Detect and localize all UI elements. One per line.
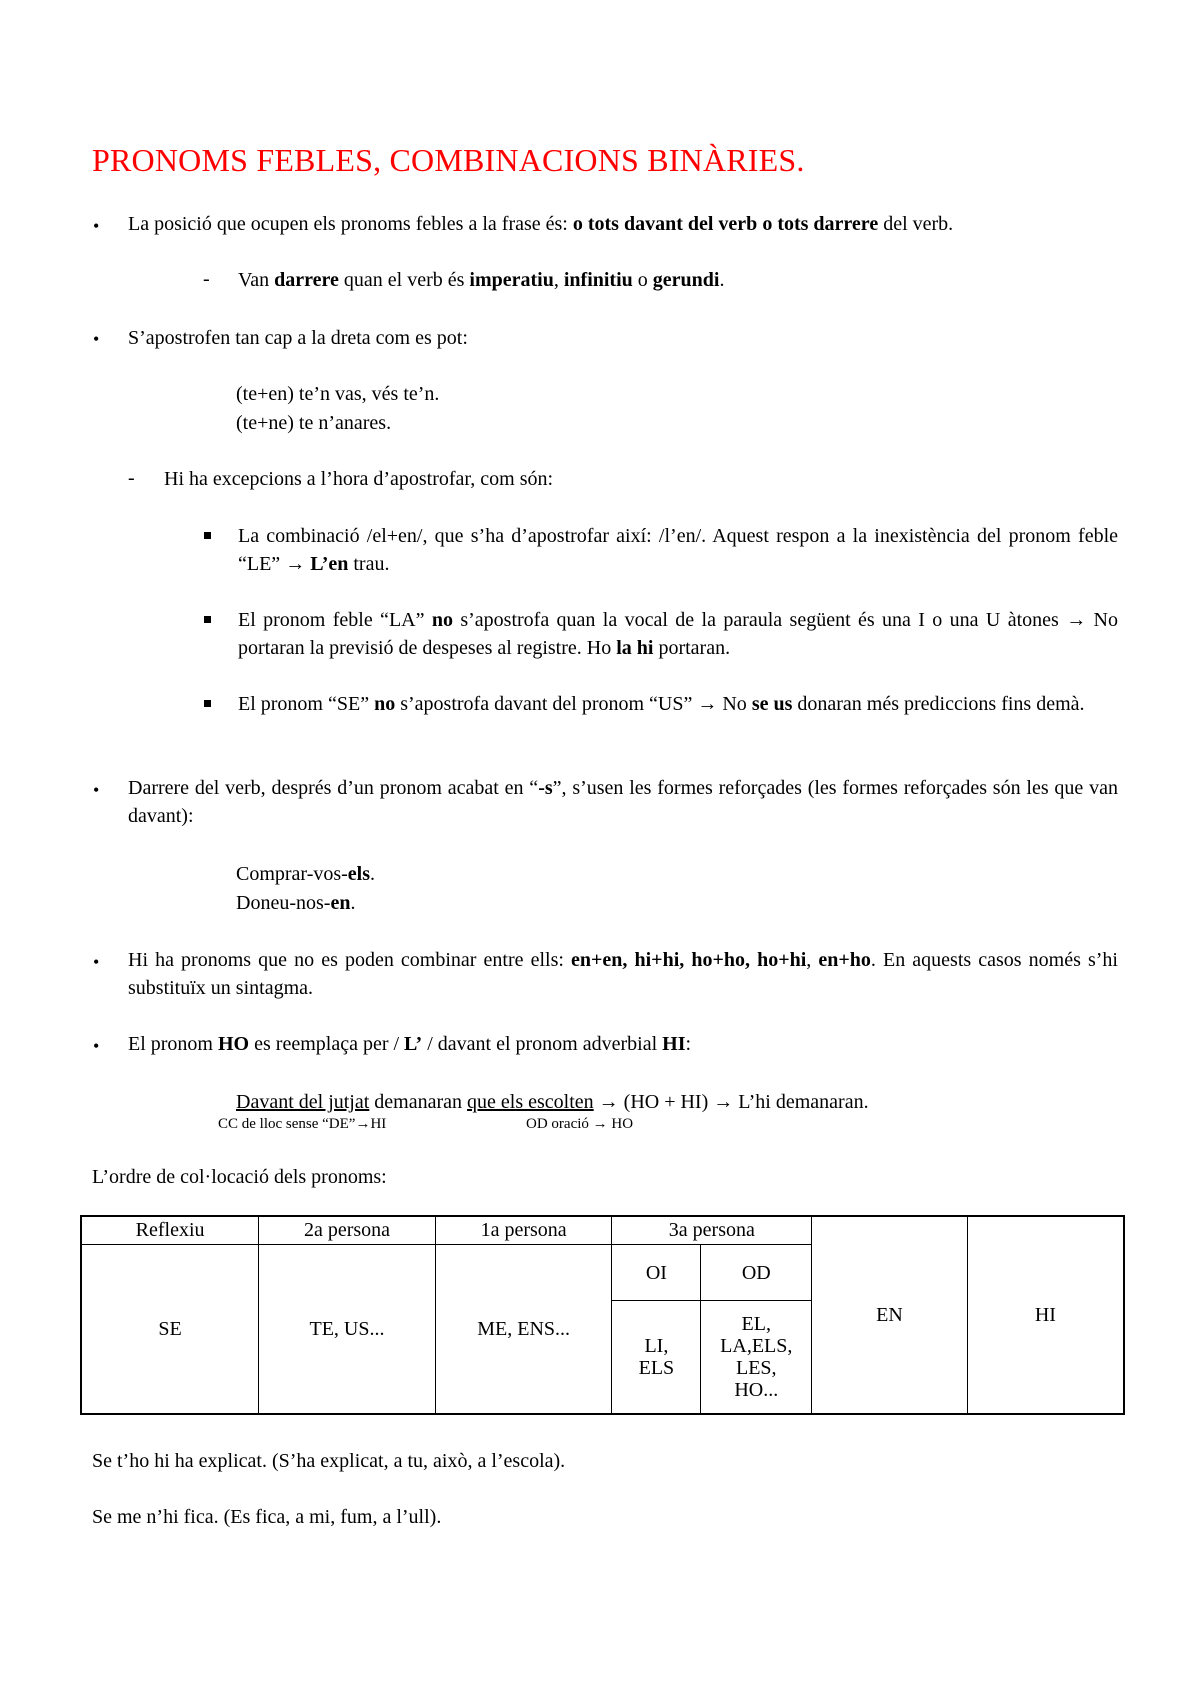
- table-header-2a-persona: 2a persona: [259, 1216, 436, 1244]
- bullet-icon: •: [93, 1036, 100, 1056]
- bullet-ho-text: El pronom HO es reemplaça per / L’ / davant el pronom adverbial HI:: [128, 1033, 692, 1055]
- example-line: Doneu-nos-en.: [236, 892, 356, 914]
- arrow-icon: →: [592, 1116, 608, 1132]
- table-cell-me-ens: ME, ENS...: [435, 1244, 612, 1414]
- arrow-icon: →: [1066, 609, 1087, 631]
- exception-el-en-text: La combinació /el+en/, que s’ha d’apostrofar així: /l’en/. Aquest respon a la inexistència del pronom feble “LE” → L’en trau.: [238, 525, 1118, 575]
- final-example: Se me n’hi fica. (Es fica, a mi, fum, a l’ull).: [92, 1506, 442, 1528]
- bullet-reinforced-text: Darrere del verb, després d’un pronom acabat en “-s”, s’usen les formes reforçades (les formes reforçades són les que van davant):: [128, 777, 1118, 827]
- arrow-icon: →: [598, 1091, 619, 1113]
- order-label: L’ordre de col·locació dels pronoms:: [92, 1166, 387, 1188]
- exception-se-text: El pronom “SE” no s’apostrofa davant del pronom “US” → No se us donaran més prediccions fins demà.: [238, 693, 1085, 715]
- table-header-3a-persona: 3a persona: [612, 1216, 812, 1244]
- annotation-od: OD oració → HO: [526, 1116, 634, 1132]
- dash-icon: -: [203, 268, 210, 290]
- bullet-icon: •: [93, 329, 100, 349]
- example-line: (te+ne) te n’anares.: [236, 412, 392, 434]
- table-subheader-oi: OI: [612, 1244, 701, 1301]
- arrow-icon: →: [713, 1091, 734, 1113]
- arrow-icon: →: [285, 553, 306, 575]
- example-sentence: Davant del jutjat demanaran que els escolten → (HO + HI) → L’hi demanaran.: [236, 1091, 869, 1113]
- arrow-icon: →: [355, 1116, 371, 1132]
- dash-icon: -: [128, 467, 135, 489]
- pronoun-order-table: [80, 1215, 1125, 1415]
- bullet-combinations-text: Hi ha pronoms que no es poden combinar entre ells: en+en, hi+hi, ho+ho, ho+hi, en+ho. En aquests casos només s’hi substituïx un sintagma.: [128, 949, 1118, 999]
- arrow-icon: →: [697, 693, 718, 715]
- example-line: (te+en) te’n vas, vés te’n.: [236, 383, 440, 405]
- example-line: Comprar-vos-els.: [236, 863, 376, 885]
- table-cell-te-us: TE, US...: [259, 1244, 436, 1414]
- square-bullet-icon: [204, 700, 211, 707]
- bullet-icon: •: [93, 952, 100, 972]
- bullet-apostrophe-text: S’apostrofen tan cap a la dreta com es pot:: [128, 327, 468, 349]
- square-bullet-icon: [204, 616, 211, 623]
- annotation-cc: CC de lloc sense “DE”→HI: [218, 1116, 387, 1132]
- bullet-icon: •: [93, 780, 100, 800]
- table-cell-en: EN: [812, 1216, 968, 1414]
- sub-darrere-text: Van darrere quan el verb és imperatiu, infinitiu o gerundi.: [238, 269, 725, 291]
- final-example: Se t’ho hi ha explicat. (S’ha explicat, a tu, això, a l’escola).: [92, 1450, 566, 1472]
- table-header-reflexiu: Reflexiu: [81, 1216, 259, 1244]
- table-header-1a-persona: 1a persona: [435, 1216, 612, 1244]
- table-cell-se: SE: [81, 1244, 259, 1414]
- table-cell-hi: HI: [967, 1216, 1124, 1414]
- bullet-position-text: La posició que ocupen els pronoms febles a la frase és: o tots davant del verb o tots darrere del verb.: [128, 213, 954, 235]
- square-bullet-icon: [204, 532, 211, 539]
- table-cell-od: EL, LA,ELS, LES, HO...: [701, 1301, 812, 1414]
- table-subheader-od: OD: [701, 1244, 812, 1301]
- table-cell-oi: LI, ELS: [612, 1301, 701, 1414]
- exception-la-text: El pronom feble “LA” no s’apostrofa quan la vocal de la paraula següent és una I o una U àtones → No portaran la previsió de despeses al registre. Ho la hi portaran.: [238, 609, 1118, 659]
- exceptions-text: Hi ha excepcions a l’hora d’apostrofar, com són:: [164, 468, 554, 490]
- page-title: PRONOMS FEBLES, COMBINACIONS BINÀRIES.: [92, 142, 805, 178]
- bullet-icon: •: [93, 216, 100, 236]
